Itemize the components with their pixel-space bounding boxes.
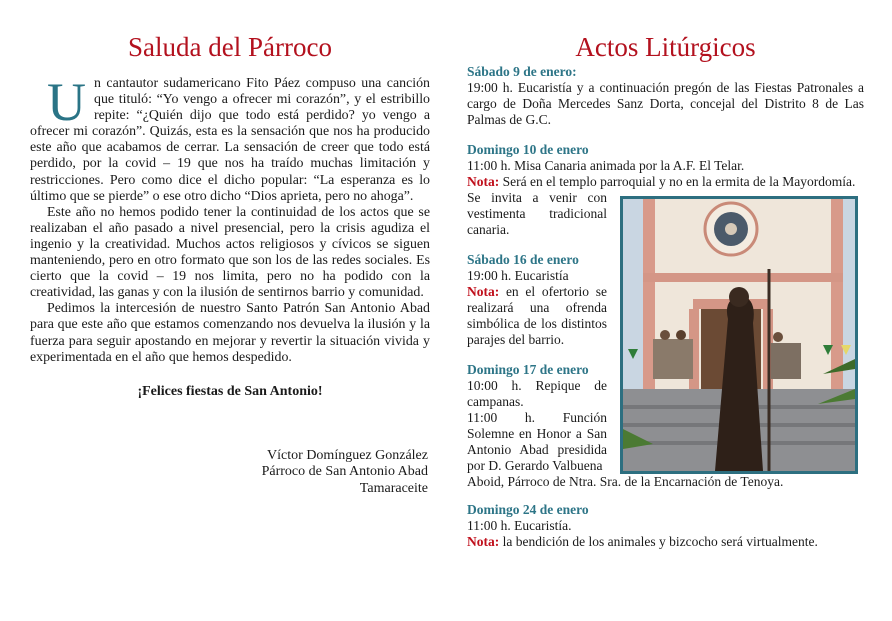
event-text: 11:00 h. Misa Canaria animada por la A.F. El Telar. <box>467 158 745 173</box>
intro-text: n cantautor sudamericano Fito Páez compuso una canción que tituló: “Yo vengo a ofrecer mi corazón”, y el estribillo repite: “¿Quién dijo que todo está perdido? yo vengo a ofrecer mi corazón”. Quizás, esta es la sensación que nos ha producido este año que acabamos de cerrar. La sensación de creer que todo está perdido, por la covid – 19 que nos ha traído muchas limitación y restricciones. Pero como dice el dicho popular: “La esperanza es lo último que se pierde” o ese otro dicho “Dios aprieta, pero no ahoga”. <box>30 76 430 204</box>
event-text: 11:00 h. Función Solemne en Honor a San Antonio Abad presidida por D. Gerardo Valbuena <box>467 410 607 473</box>
signature-place: Tamaraceite <box>359 480 428 496</box>
note-text: la bendición de los animales y bizcocho será virtualmente. <box>499 534 818 549</box>
event-date: Domingo 24 de enero <box>467 502 589 517</box>
signature-name: Víctor Domínguez González <box>267 447 428 463</box>
paragraph-3: Pedimos la intercesión de nuestro Santo Patrón San Antonio Abad para que este año que estamos comenzando nos devuelva la ilusión y la fuerza para seguir apostando en mejorar y revertir la situación vivida y experimentada en el año que hemos despedido. <box>30 301 430 365</box>
event-text: 19:00 h. Eucaristía <box>467 268 569 283</box>
greeting-closing: ¡Felices fiestas de San Antonio! <box>137 383 323 399</box>
event-text: 10:00 h. Repique de campanas. <box>467 378 607 409</box>
liturgy-title: Actos Litúrgicos <box>575 32 756 62</box>
greeting-column <box>30 30 430 497</box>
event-jan-9 <box>467 64 864 128</box>
event-note <box>467 534 864 550</box>
intro-paragraph <box>30 72 430 205</box>
event-jan-24 <box>467 502 864 550</box>
event-date: Sábado 9 de enero: <box>467 64 577 79</box>
note-label: Nota: <box>467 284 500 299</box>
note-label: Nota: <box>467 174 500 189</box>
event-note <box>467 284 607 348</box>
signature-role: Párroco de San Antonio Abad <box>261 464 428 480</box>
greeting-title: Saluda del Párroco <box>128 32 332 62</box>
event-date: Domingo 17 de enero <box>467 362 589 377</box>
paragraph-2: Este año no hemos podido tener la continuidad de los actos que se realizaban el año pasado a nivel presencial, pero la crisis agudiza el ingenio y la creatividad. Muchos actos religiosos y cívicos se siguen manteniendo, pero en otro formato que son los de las redes sociales. Es cierto que la covid – 19 nos limita, pero no ha podido con la creatividad, las ganas y con la ilusión de sentirnos barrio y comunidad. <box>30 204 430 301</box>
event-text: Aboid, Párroco de Ntra. Sra. de la Encarnación de Tenoya. <box>467 474 784 489</box>
church-procession-photo <box>620 196 858 474</box>
event-note <box>467 174 864 190</box>
note-label: Nota: <box>467 534 500 549</box>
event-text: 11:00 h. Eucaristía. <box>467 518 572 533</box>
event-date: Sábado 16 de enero <box>467 252 579 267</box>
event-date: Domingo 10 de enero <box>467 142 589 157</box>
signature-block <box>30 448 430 498</box>
note-text: Será en el templo parroquial y no en la ermita de la Mayordomía. <box>499 174 856 189</box>
drop-cap: U <box>47 72 86 132</box>
note-text: en el ofertorio se realizará una ofrenda simbólica de los distintos parajes del barrio. <box>467 284 607 347</box>
event-text: 19:00 h. Eucaristía y a continuación pregón de las Fiestas Patronales a cargo de Doña Mercedes Sanz Dorta, concejal del Distrito 8 de Las Palmas de G.C. <box>467 80 864 127</box>
event-extra: Se invita a venir con vestimenta tradicional canaria. <box>467 190 607 237</box>
